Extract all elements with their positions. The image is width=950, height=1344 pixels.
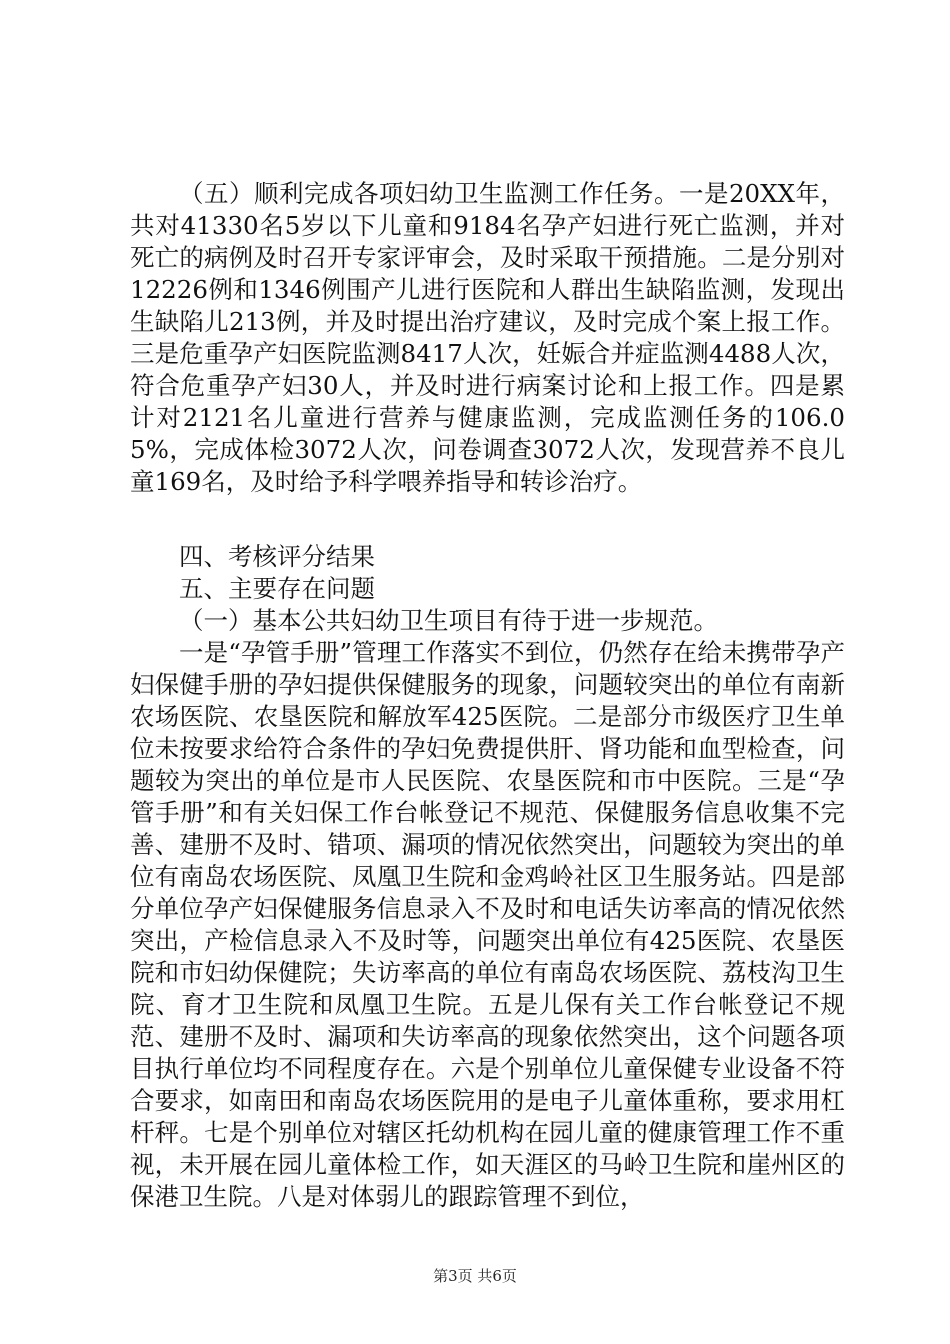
heading-assessment-results: 四、考核评分结果 bbox=[179, 542, 375, 571]
subheading-project-standardization: （一）基本公共妇幼卫生项目有待于进一步规范。 bbox=[179, 606, 718, 635]
paragraph-problem-list: 一是“孕管手册”管理工作落实不到位，仍然存在给未携带孕产妇保健手册的孕妇提供保健服务的现象，问题较突出的单位有南新农场医院、农垦医院和解放军425医院。二是部分市级医疗卫生单位未按要求给符合条件的孕妇免费提供肝、肾功能和血型检查，问题较为突出的单位是市人民医院、农垦医院和市中医院。三是“孕管手册”和有关妇保工作台帐登记不规范、保健服务信息收集不完善、建册不及时、错项、漏项的情况依然突出，问题较为突出的单位有南岛农场医院、凤凰卫生院和金鸡岭社区卫生服务站。四是部分单位孕产妇保健服务信息录入不及时和电话失访率高的情况依然突出，产检信息录入不及时等，问题突出单位有425医院、农垦医院和市妇幼保健院；失访率高的单位有南岛农场医院、荔枝沟卫生院、育才卫生院和凤凰卫生院。五是儿保有关工作台帐登记不规范、建册不及时、漏项和失访率高的现象依然突出，这个问题各项目执行单位均不同程度存在。六是个别单位儿童保健专业设备不符合要求，如南田和南岛农场医院用的是电子儿童体重称，要求用杠杆秤。七是个别单位对辖区托幼机构在园儿童的健康管理工作不重视，未开展在园儿童体检工作，如天涯区的马岭卫生院和崖州区的保港卫生院。八是对体弱儿的跟踪管理不到位， bbox=[130, 638, 845, 1211]
document-body bbox=[130, 178, 845, 1213]
page-number-footer: 第3页 共6页 bbox=[433, 1267, 517, 1285]
paragraph-monitoring-tasks: （五）顺利完成各项妇幼卫生监测工作任务。一是20XX年，共对41330名5岁以下儿童和9184名孕产妇进行死亡监测，并对死亡的病例及时召开专家评审会，及时采取干预措施。二是分别对12226例和1346例围产儿进行医院和人群出生缺陷监测，发现出生缺陷儿213例，并及时提出治疗建议，及时完成个案上报工作。三是危重孕产妇医院监测8417人次，妊娠合并症监测4488人次，符合危重孕产妇30人，并及时进行病案讨论和上报工作。四是累计对2121名儿童进行营养与健康监测，完成监测任务的106.05%，完成体检3072人次，问卷调查3072人次，发现营养不良儿童169名，及时给予科学喂养指导和转诊治疗。 bbox=[130, 179, 845, 496]
heading-main-problems: 五、主要存在问题 bbox=[179, 574, 375, 603]
